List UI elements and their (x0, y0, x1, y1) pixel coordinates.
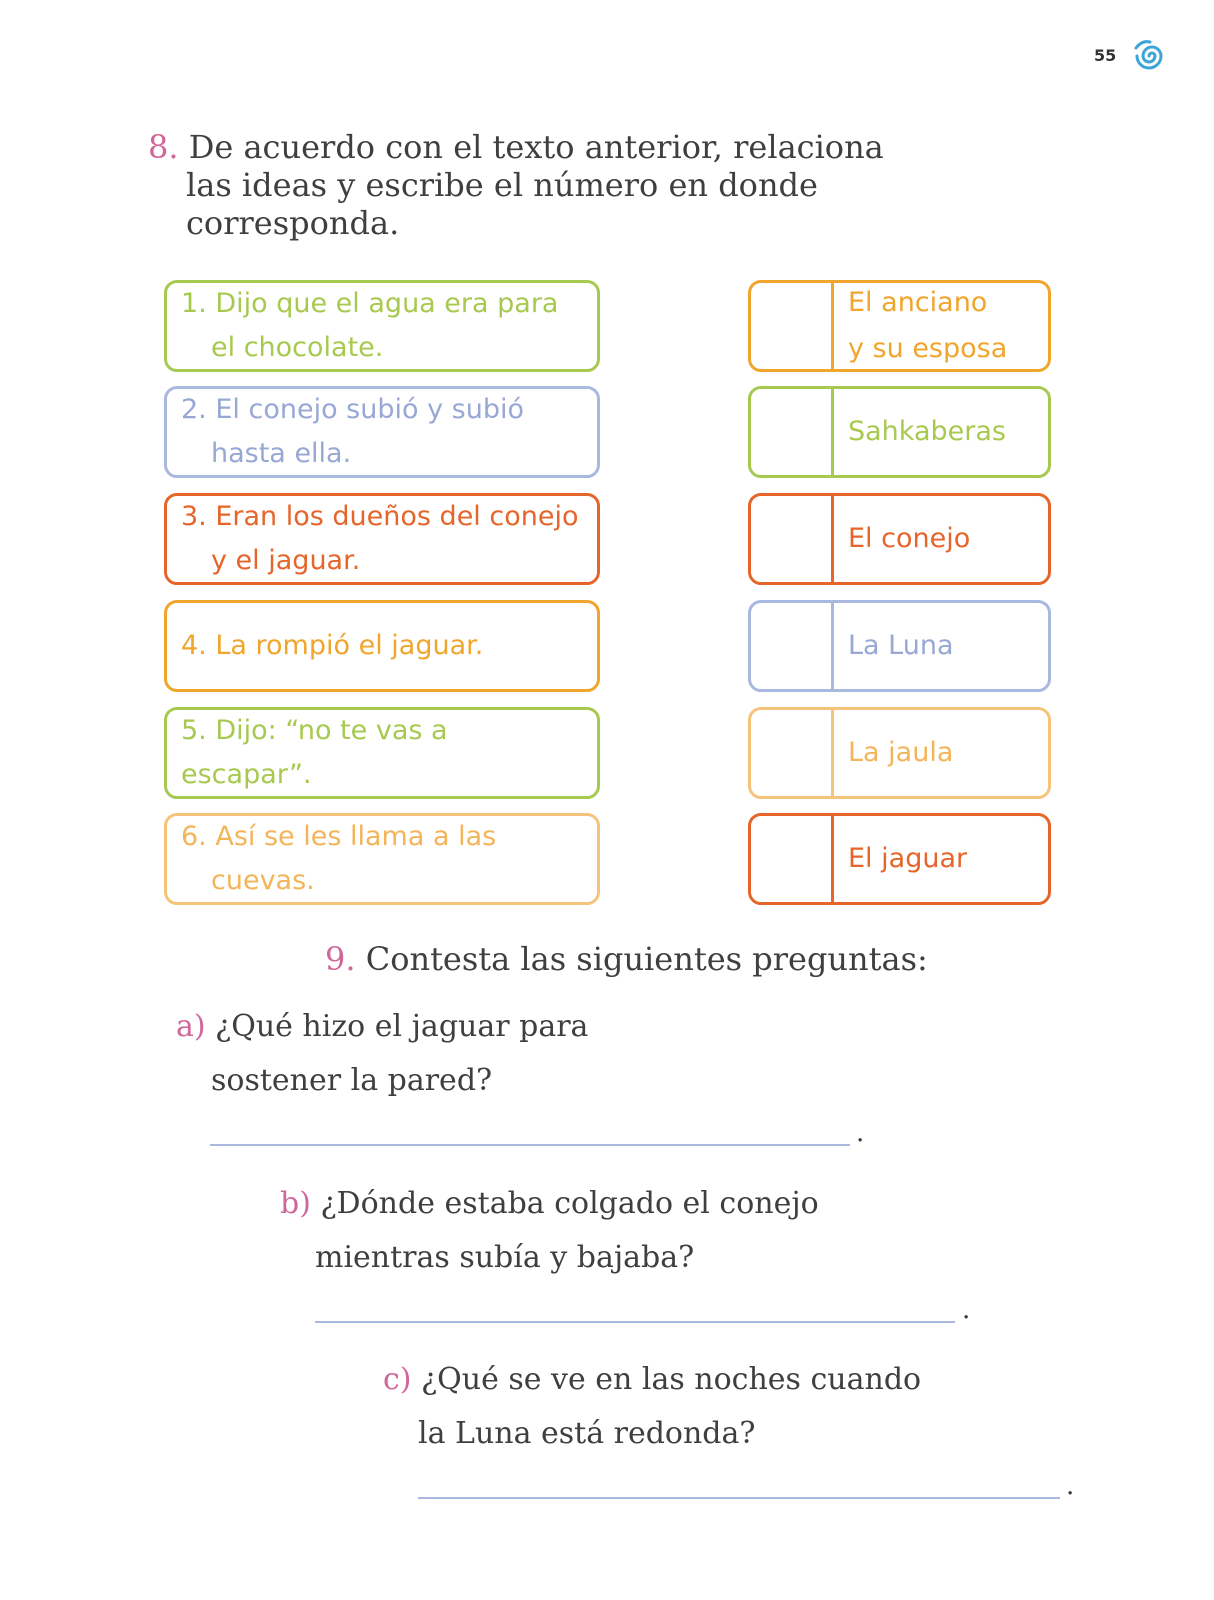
subquestion-b-line1: ¿Dónde estaba colgado el conejo (320, 1186, 819, 1221)
question-9 (325, 940, 928, 978)
match-1-line2: y su esposa (848, 333, 1008, 364)
number-slot-1[interactable] (751, 283, 834, 369)
idea-box-6 (164, 813, 600, 905)
question-8-line1: De acuerdo con el texto anterior, relaciona (188, 128, 884, 166)
subquestion-c-line2: la Luna está redonda? (418, 1416, 756, 1451)
subquestion-a-line2: sostener la pared? (211, 1063, 493, 1098)
match-3-label: El conejo (848, 523, 971, 554)
match-box-1 (748, 280, 1051, 372)
answer-line-a[interactable] (210, 1144, 850, 1146)
idea-6-line1: 6. Así se les llama a las (181, 821, 497, 852)
match-box-4 (748, 600, 1051, 692)
match-2-label: Sahkaberas (848, 416, 1006, 447)
spiral-logo-icon (1132, 38, 1172, 74)
subquestion-a (176, 1000, 588, 1108)
number-slot-6[interactable] (751, 816, 834, 902)
idea-2-line2: hasta ella. (211, 438, 352, 469)
idea-box-5 (164, 707, 600, 799)
subquestion-c (383, 1353, 921, 1461)
idea-1-line1: 1. Dijo que el agua era para (181, 288, 559, 319)
subquestion-c-letter: c) (383, 1362, 412, 1397)
subquestion-b-letter: b) (280, 1186, 311, 1221)
idea-box-1 (164, 280, 600, 372)
number-slot-4[interactable] (751, 603, 834, 689)
question-9-text: Contesta las siguientes preguntas: (365, 940, 928, 978)
idea-3-line2: y el jaguar. (211, 545, 361, 576)
idea-box-2 (164, 386, 600, 478)
question-8-line3: corresponda. (186, 204, 400, 242)
match-box-6 (748, 813, 1051, 905)
match-box-5 (748, 707, 1051, 799)
idea-3-line1: 3. Eran los dueños del conejo (181, 501, 579, 532)
idea-box-4 (164, 600, 600, 692)
question-9-number: 9. (325, 940, 356, 978)
idea-box-3 (164, 493, 600, 585)
subquestion-a-letter: a) (176, 1009, 206, 1044)
answer-c-period: . (1066, 1471, 1075, 1501)
number-slot-3[interactable] (751, 496, 834, 582)
answer-a-period: . (856, 1118, 865, 1148)
subquestion-b (280, 1177, 819, 1285)
number-slot-2[interactable] (751, 389, 834, 475)
question-8-line2: las ideas y escribe el número en donde (186, 166, 818, 204)
match-box-2 (748, 386, 1051, 478)
match-4-label: La Luna (848, 630, 954, 661)
subquestion-c-line1: ¿Qué se ve en las noches cuando (421, 1362, 922, 1397)
subquestion-b-line2: mientras subía y bajaba? (315, 1240, 695, 1275)
idea-1-line2: el chocolate. (211, 332, 384, 363)
match-box-3 (748, 493, 1051, 585)
answer-line-c[interactable] (418, 1497, 1060, 1499)
match-6-label: El jaguar (848, 843, 968, 874)
answer-line-b[interactable] (315, 1321, 955, 1323)
idea-6-line2: cuevas. (211, 865, 315, 896)
match-1-line1: El anciano (848, 287, 988, 318)
page-number: 55 (1094, 46, 1117, 65)
idea-4-line1: 4. La rompió el jaguar. (181, 630, 484, 661)
number-slot-5[interactable] (751, 710, 834, 796)
idea-5-line1: 5. Dijo: “no te vas a escapar”. (181, 715, 448, 790)
question-8 (148, 128, 884, 242)
answer-b-period: . (962, 1295, 971, 1325)
idea-2-line1: 2. El conejo subió y subió (181, 394, 524, 425)
subquestion-a-line1: ¿Qué hizo el jaguar para (215, 1009, 589, 1044)
match-5-label: La jaula (848, 737, 954, 768)
question-8-number: 8. (148, 128, 179, 166)
